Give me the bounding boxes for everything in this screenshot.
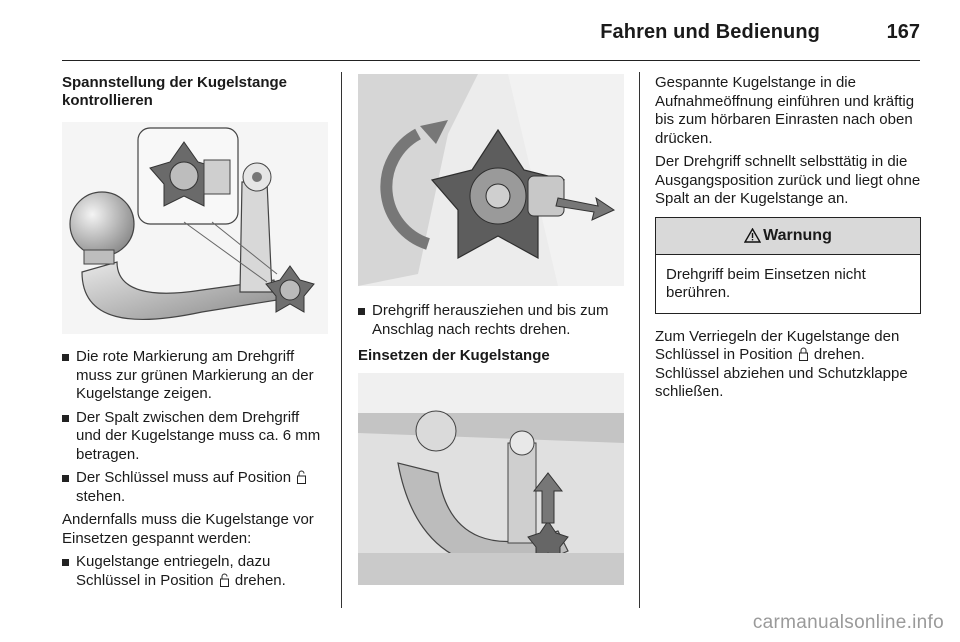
paragraph: Andernfalls muss die Kugelstange vor Einsetzen gespannt werden:	[62, 511, 314, 547]
list-item: Kugelstange entriegeln, dazu Schlüssel in Position drehen.	[62, 553, 328, 590]
column-right	[655, 74, 921, 402]
paragraph: Zum Verriegeln der Kugelstange den Schlüssel in Position drehen. Schlüssel abziehen und Schutzklappe schließen.	[655, 327, 908, 400]
pull-handle-illustration	[358, 74, 624, 286]
section-title: Fahren und Bedienung	[600, 21, 820, 43]
warning-title: Warnung	[763, 226, 832, 244]
paragraph: Gespannte Kugelstange in die Aufnahmeöffnung einführen und kräftig bis zum hörbaren Einrasten nach oben drücken.	[655, 74, 915, 147]
list-item: Der Spalt zwischen dem Drehgriff und der Kugelstange muss ca. 6 mm betragen.	[62, 409, 328, 465]
instruction-list	[62, 553, 328, 590]
page-header	[62, 0, 920, 61]
figure-towbar-check	[62, 122, 328, 334]
column-left	[62, 74, 328, 595]
unlocked-lock-icon	[220, 573, 229, 587]
column-divider	[639, 72, 640, 608]
towbar-check-illustration	[62, 122, 328, 334]
check-list	[62, 348, 328, 506]
instruction-list	[358, 302, 624, 339]
column-middle	[358, 74, 624, 585]
warning-triangle-icon	[744, 228, 761, 243]
warning-header	[656, 218, 920, 255]
warning-body: Drehgriff beim Einsetzen nicht berühren.	[666, 265, 866, 301]
insert-towbar-illustration	[358, 373, 624, 585]
locked-lock-icon	[799, 347, 808, 361]
unlocked-lock-icon	[297, 470, 306, 484]
section-heading: Einsetzen der Kugelstange	[358, 347, 550, 364]
figure-pull-handle	[358, 74, 624, 286]
watermark: carmanualsonline.info	[752, 612, 944, 633]
figure-insert-towbar	[358, 373, 624, 585]
list-item: Der Schlüssel muss auf Position stehen.	[62, 469, 328, 506]
list-item: Drehgriff herausziehen und bis zum Anschlag nach rechts drehen.	[358, 302, 624, 339]
section-heading: Spannstellung der Kugelstange kontrollieren	[62, 74, 288, 109]
warning-box	[655, 217, 921, 314]
list-item: Die rote Markierung am Drehgriff muss zur grünen Markierung an der Kugelstange zeigen.	[62, 348, 328, 404]
column-divider	[341, 72, 342, 608]
paragraph: Der Drehgriff schnellt selbsttätig in die Ausgangsposition zurück und liegt ohne Spalt an der Kugelstange an.	[655, 153, 921, 207]
page-number: 167	[886, 21, 920, 43]
